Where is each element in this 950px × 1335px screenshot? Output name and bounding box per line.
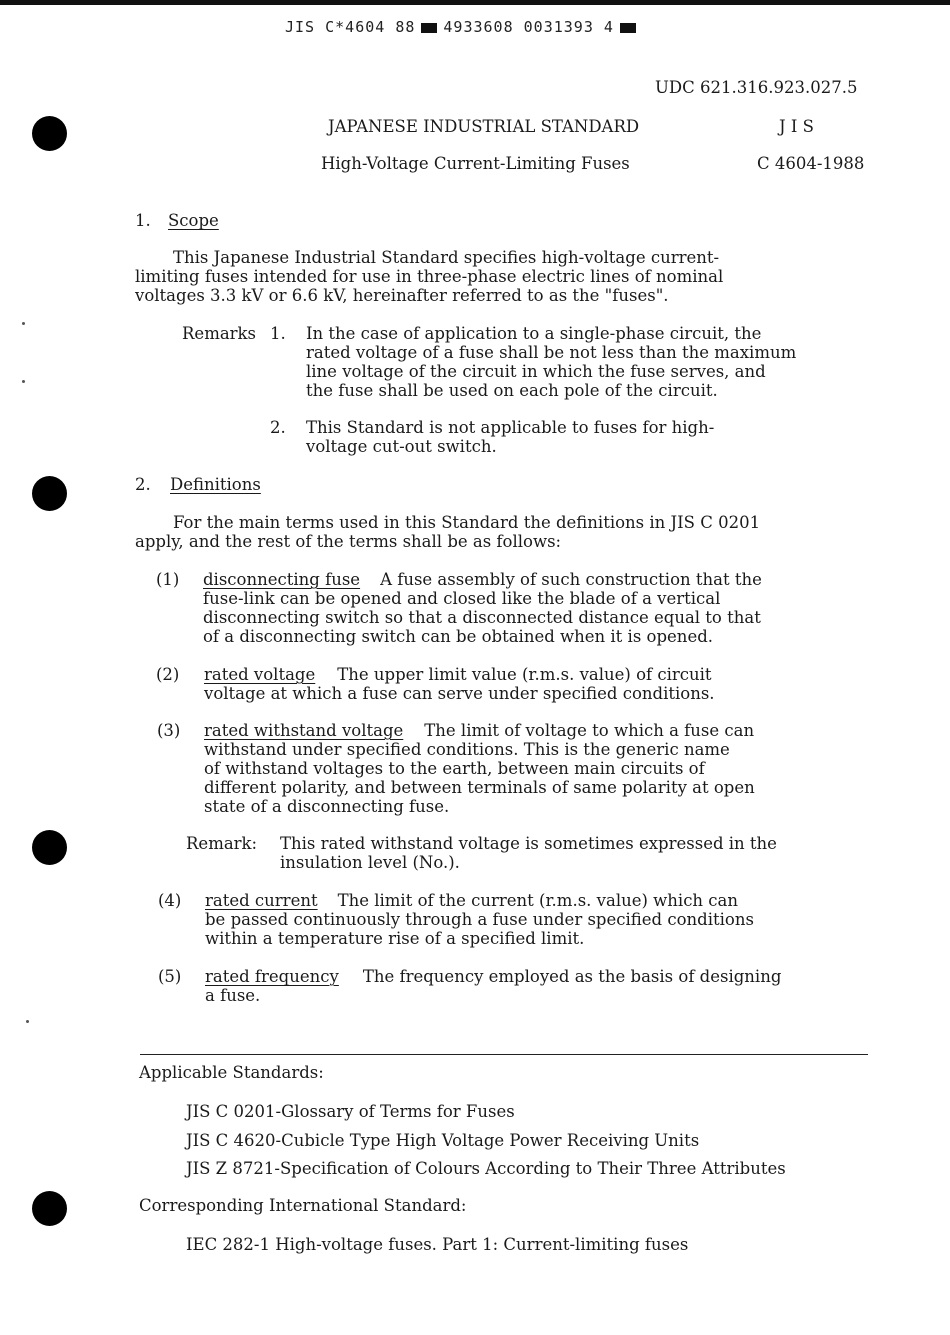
remark-line: This rated withstand voltage is sometimes expressed in the bbox=[280, 834, 777, 853]
definition-item bbox=[205, 967, 781, 1005]
definition-text: The upper limit value (r.m.s. value) of circuit bbox=[337, 665, 712, 684]
scope-line: voltages 3.3 kV or 6.6 kV, hereinafter referred to as the "fuses". bbox=[135, 286, 669, 305]
intro-line: apply, and the rest of the terms shall be as follows: bbox=[135, 532, 562, 551]
applicable-standard: JIS Z 8721-Specification of Colours According to Their Three Attributes bbox=[186, 1159, 786, 1178]
remark-line: In the case of application to a single-phase circuit, the bbox=[306, 324, 762, 343]
definition-line: different polarity, and between terminals of same polarity at open bbox=[204, 778, 755, 797]
page-top-edge bbox=[0, 0, 950, 5]
definition-text: The limit of voltage to which a fuse can bbox=[424, 721, 755, 740]
document-barcode bbox=[285, 18, 642, 37]
definition-term: rated current bbox=[205, 891, 318, 910]
definition-line: be passed continuously through a fuse under specified conditions bbox=[205, 910, 754, 929]
scan-speck bbox=[22, 380, 25, 383]
definition-text: The frequency employed as the basis of designing bbox=[362, 967, 782, 986]
corresponding-standard-heading: Corresponding International Standard: bbox=[139, 1196, 467, 1215]
definition-line: within a temperature rise of a specified limit. bbox=[205, 929, 585, 948]
definition-number: (5) bbox=[158, 967, 182, 986]
remark-line: the fuse shall be used on each pole of the circuit. bbox=[306, 381, 718, 400]
definition-item bbox=[205, 891, 754, 948]
definition-line: of a disconnecting switch can be obtained when it is opened. bbox=[203, 627, 714, 646]
scope-line: This Japanese Industrial Standard specifies high-voltage current- bbox=[173, 248, 720, 267]
definition-number: (2) bbox=[156, 665, 180, 684]
page-title: High-Voltage Current-Limiting Fuses bbox=[321, 154, 630, 173]
remark-line: rated voltage of a fuse shall be not less than the maximum bbox=[306, 343, 797, 362]
definition-line: withstand under specified conditions. This is the generic name bbox=[204, 740, 730, 759]
corresponding-standard: IEC 282-1 High-voltage fuses. Part 1: Current-limiting fuses bbox=[186, 1235, 689, 1254]
remarks-label: Remarks bbox=[182, 324, 257, 343]
scan-speck bbox=[22, 322, 25, 325]
section-2-number: 2. bbox=[135, 475, 151, 494]
standard-organization: JAPANESE INDUSTRIAL STANDARD bbox=[328, 117, 640, 136]
applicable-standard: JIS C 4620-Cubicle Type High Voltage Power Receiving Units bbox=[186, 1131, 700, 1150]
section-1-heading: Scope bbox=[168, 211, 219, 230]
remark-line: This Standard is not applicable to fuses for high- bbox=[306, 418, 715, 437]
definition-text: The limit of the current (r.m.s. value) which can bbox=[337, 891, 739, 910]
definition-item bbox=[204, 721, 755, 816]
remark-2-number: 2. bbox=[270, 418, 286, 437]
remark-1-number: 1. bbox=[270, 324, 286, 343]
punch-hole-icon bbox=[32, 1191, 67, 1226]
definition-line: a fuse. bbox=[205, 986, 261, 1005]
applicable-standards-heading: Applicable Standards: bbox=[139, 1063, 324, 1082]
section-2-heading: Definitions bbox=[170, 475, 261, 494]
section-1-number: 1. bbox=[135, 211, 151, 230]
remark-1-text bbox=[306, 324, 796, 400]
scan-speck bbox=[26, 1020, 29, 1023]
definition-line: voltage at which a fuse can serve under specified conditions. bbox=[204, 684, 715, 703]
definition-line: state of a disconnecting fuse. bbox=[204, 797, 450, 816]
barcode-block-1 bbox=[421, 23, 437, 33]
definition-line: of withstand voltages to the earth, between main circuits of bbox=[204, 759, 705, 778]
definition-number: (1) bbox=[156, 570, 180, 589]
barcode-left-text: JIS C*4604 88 bbox=[285, 18, 416, 36]
definition-remark bbox=[280, 834, 777, 872]
footer-divider bbox=[140, 1054, 868, 1055]
punch-hole-icon bbox=[32, 476, 67, 511]
scope-paragraph bbox=[135, 248, 723, 305]
punch-hole-icon bbox=[32, 116, 67, 151]
definition-item bbox=[203, 570, 762, 646]
remark-line: voltage cut-out switch. bbox=[306, 437, 497, 456]
definition-number: (4) bbox=[158, 891, 182, 910]
definition-term: rated withstand voltage bbox=[204, 721, 404, 740]
definition-line: fuse-link can be opened and closed like the blade of a vertical bbox=[203, 589, 721, 608]
definitions-intro bbox=[135, 513, 760, 551]
scope-line: limiting fuses intended for use in three-phase electric lines of nominal bbox=[135, 267, 724, 286]
definition-term: rated voltage bbox=[204, 665, 316, 684]
applicable-standard: JIS C 0201-Glossary of Terms for Fuses bbox=[186, 1102, 515, 1121]
remark-line: line voltage of the circuit in which the fuse serves, and bbox=[306, 362, 766, 381]
remark-label: Remark: bbox=[186, 834, 258, 853]
barcode-block-2 bbox=[620, 23, 636, 33]
udc-number: UDC 621.316.923.027.5 bbox=[655, 78, 858, 97]
barcode-right-text: 4933608 0031393 4 bbox=[443, 18, 614, 36]
definition-term: rated frequency bbox=[205, 967, 339, 986]
intro-line: For the main terms used in this Standard the definitions in JIS C 0201 bbox=[173, 513, 761, 532]
definition-item bbox=[204, 665, 715, 703]
definition-term: disconnecting fuse bbox=[203, 570, 361, 589]
remark-2-text bbox=[306, 418, 714, 456]
remark-line: insulation level (No.). bbox=[280, 853, 460, 872]
punch-hole-icon bbox=[32, 830, 67, 865]
definition-text: A fuse assembly of such construction that the bbox=[380, 570, 762, 589]
standard-number: C 4604-1988 bbox=[757, 154, 865, 173]
definition-number: (3) bbox=[157, 721, 181, 740]
definition-line: disconnecting switch so that a disconnected distance equal to that bbox=[203, 608, 761, 627]
jis-mark: J I S bbox=[779, 117, 814, 136]
